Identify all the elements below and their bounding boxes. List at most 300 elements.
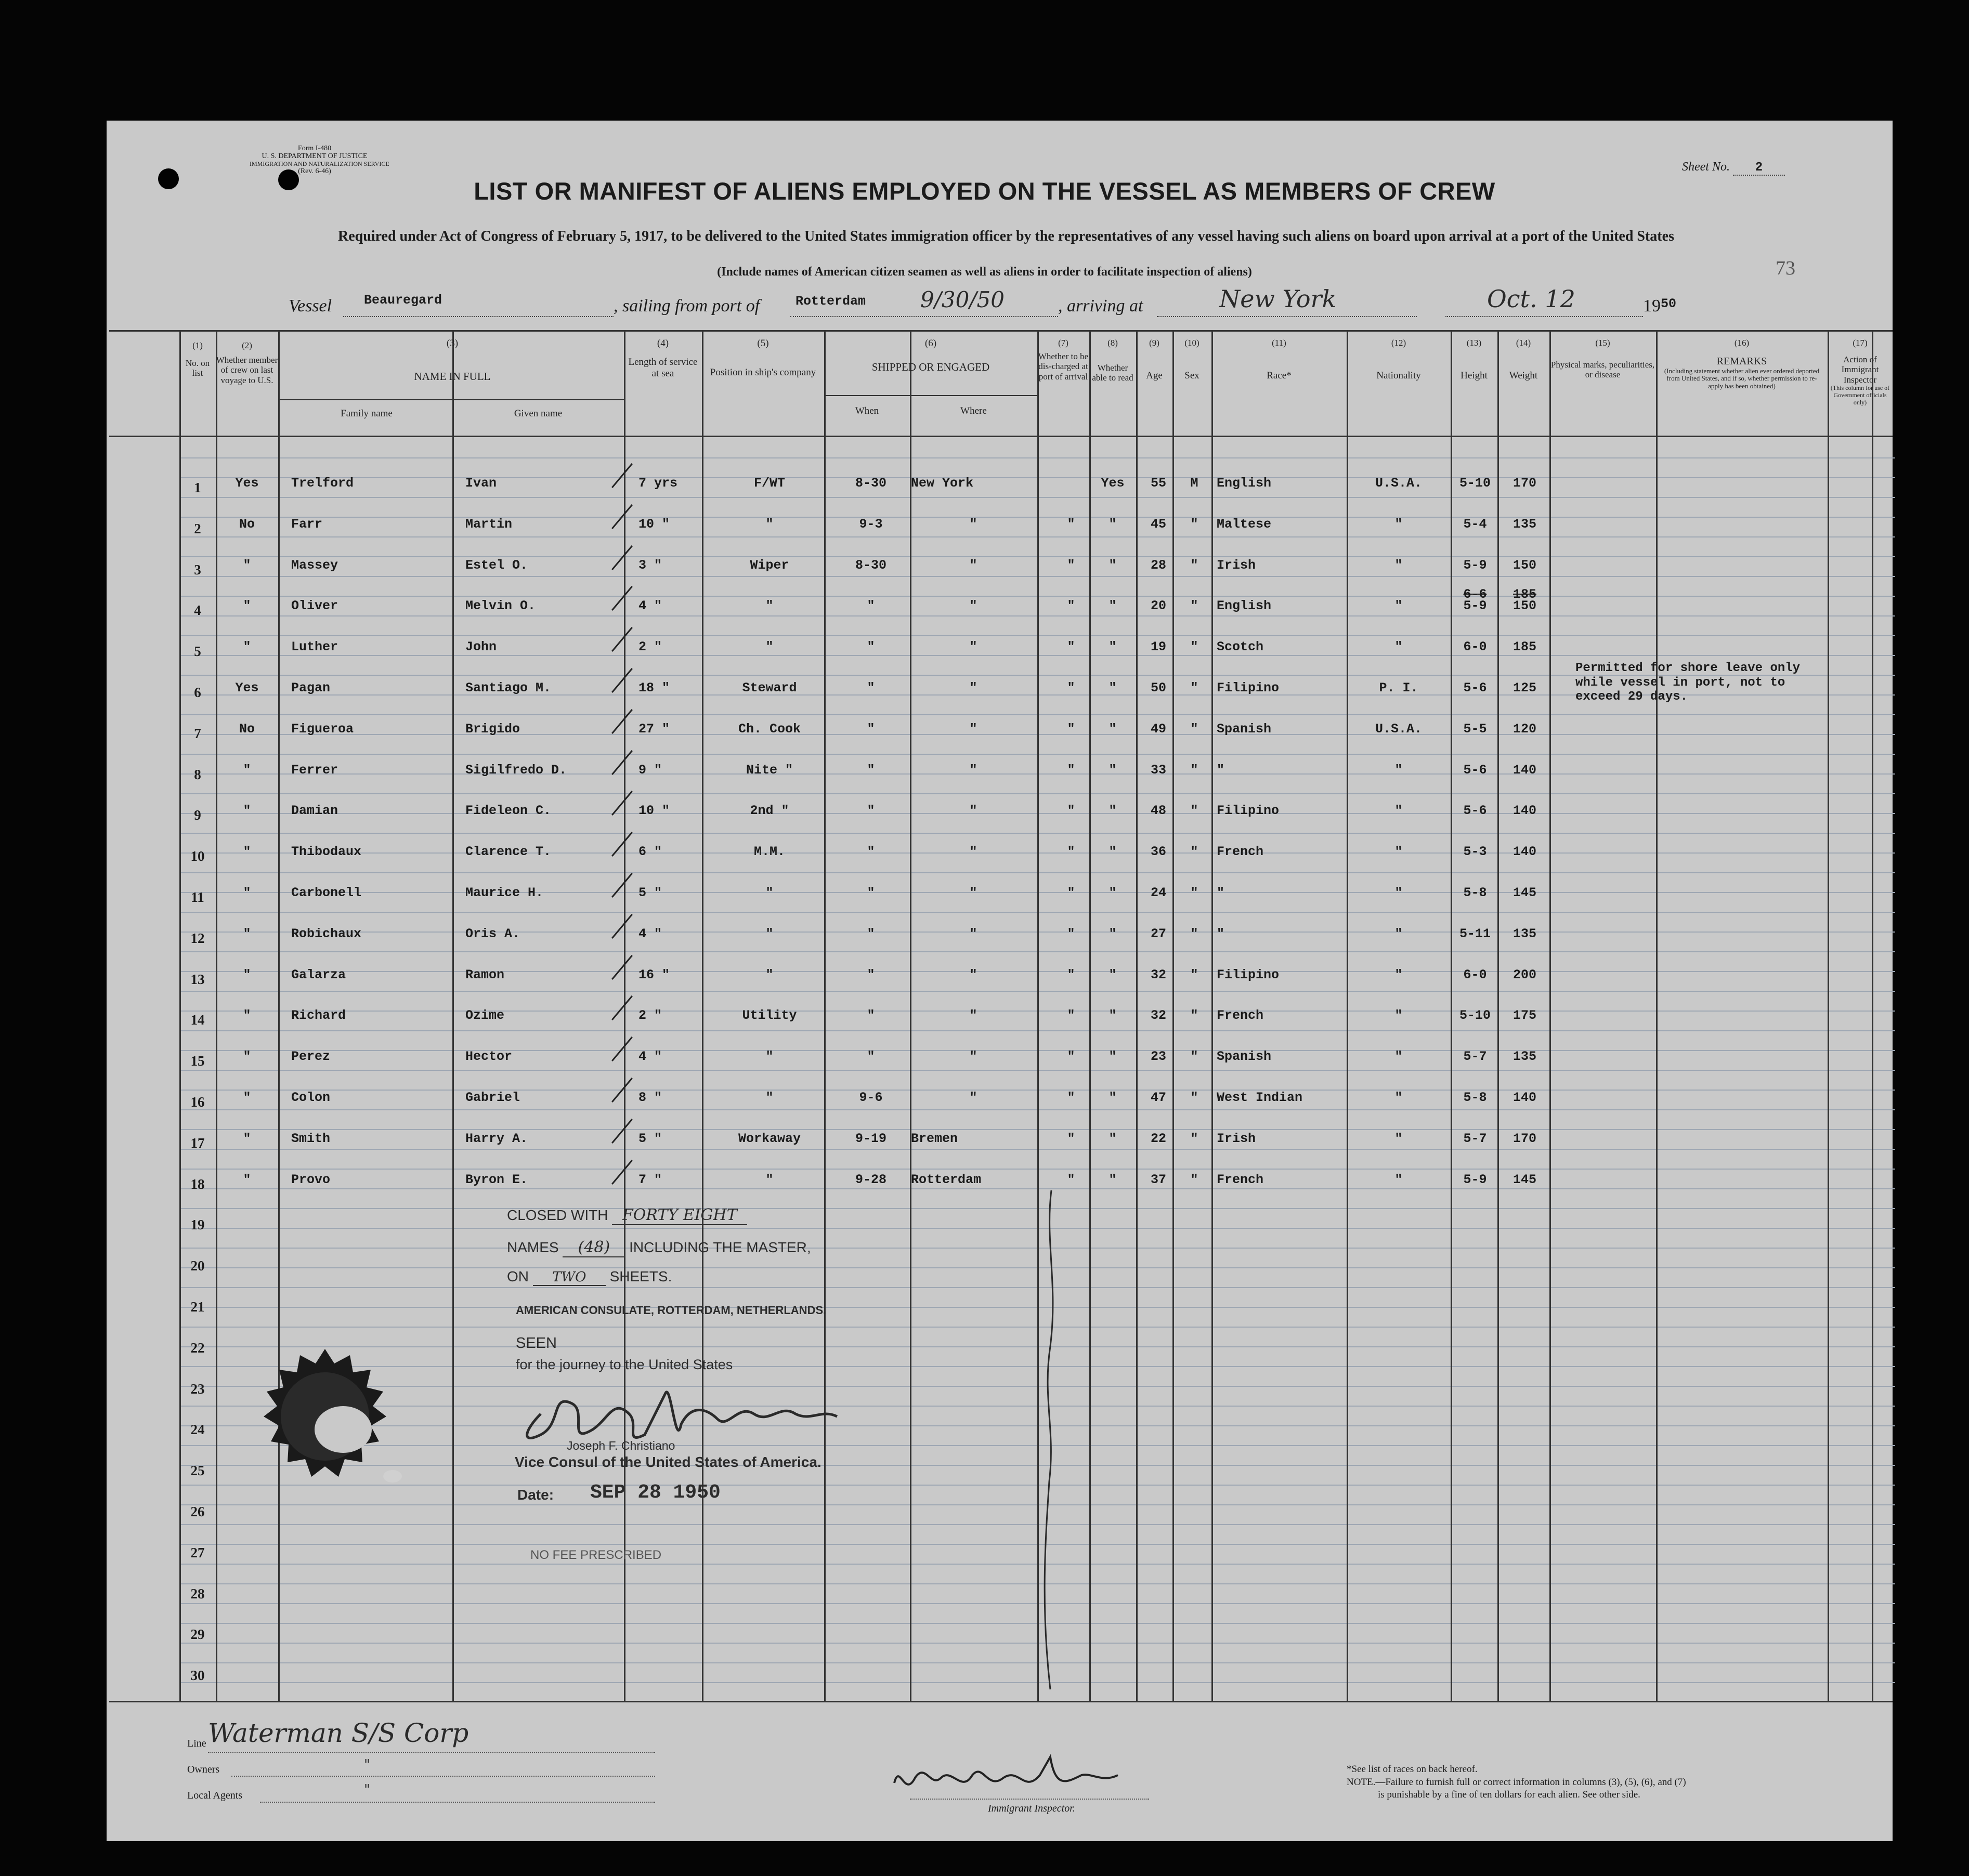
service-length: 4 " — [638, 926, 662, 941]
row-number: 22 — [190, 1340, 205, 1356]
family-name: Perez — [291, 1049, 331, 1065]
member-flag: " — [243, 967, 251, 982]
height: 5-6 — [1463, 762, 1487, 778]
shipped-where: " — [969, 762, 977, 778]
form-number: Form I-480 — [297, 145, 332, 152]
shipped-where: " — [969, 557, 977, 573]
nationality: " — [1394, 1090, 1403, 1105]
shipped-where: " — [969, 1049, 977, 1065]
read-flag: " — [1109, 1172, 1117, 1187]
nationality: U.S.A. — [1375, 476, 1422, 491]
read-flag: Yes — [1101, 476, 1125, 491]
given-name: Ramon — [465, 967, 505, 982]
height: 5-8 — [1463, 1090, 1487, 1105]
sex: " — [1190, 1131, 1198, 1146]
revision-label: (Rev. 6-46) — [298, 167, 331, 175]
discharge-flag: " — [1067, 967, 1075, 982]
age: 20 — [1150, 598, 1166, 614]
col5-header: (5) Position in ship's company — [710, 338, 816, 378]
col8-header: (8) Whether able to read — [1092, 338, 1133, 383]
race: French — [1217, 1172, 1264, 1187]
col13-header: (13) Height — [1461, 338, 1488, 381]
journey-stamp: for the journey to the United States — [516, 1357, 733, 1372]
discharge-flag: " — [1067, 1049, 1075, 1065]
embossed-seal — [221, 1344, 429, 1500]
height: 5-5 — [1463, 721, 1487, 737]
row-number: 21 — [190, 1299, 205, 1315]
sex: " — [1190, 1172, 1198, 1187]
age: 32 — [1150, 967, 1166, 982]
discharge-flag: " — [1067, 1131, 1075, 1146]
family-name: Trelford — [291, 476, 354, 491]
inspector-signature — [884, 1747, 1133, 1804]
position: " — [765, 639, 774, 655]
table-column-divider — [1347, 332, 1348, 1702]
table-column-divider — [216, 332, 217, 1702]
age: 48 — [1150, 803, 1166, 819]
discharge-flag: " — [1067, 639, 1075, 655]
weight: 175 — [1512, 1008, 1536, 1024]
family-name: Colon — [291, 1090, 331, 1105]
sailing-label: , sailing from port of — [614, 296, 760, 316]
weight-struck: 185 — [1512, 587, 1536, 602]
service-length: 10 " — [638, 803, 670, 819]
sex: " — [1190, 1008, 1198, 1024]
given-name: Fideleon C. — [465, 803, 552, 819]
sex: " — [1190, 885, 1198, 900]
nationality: " — [1394, 1131, 1403, 1146]
col3-header: (3) NAME IN FULL — [414, 338, 491, 383]
closing-stamp: CLOSED WITH FORTY EIGHT — [507, 1206, 747, 1225]
shipped-where: New York — [911, 476, 974, 491]
col10-header: (10) Sex — [1184, 338, 1199, 381]
row-number: 28 — [190, 1585, 205, 1602]
table-column-divider — [1136, 332, 1138, 1702]
read-flag: " — [1109, 844, 1117, 860]
row-number: 15 — [190, 1053, 205, 1069]
shipped-where: " — [969, 1008, 977, 1024]
service-length: 9 " — [638, 762, 662, 778]
family-name: Massey — [291, 557, 338, 573]
date-label: Date: — [517, 1487, 554, 1503]
service-length: 16 " — [638, 967, 670, 982]
shipped-where: " — [969, 926, 977, 941]
nationality: " — [1394, 967, 1403, 982]
nationality: " — [1394, 639, 1403, 655]
read-flag: " — [1109, 803, 1117, 819]
nationality: " — [1394, 557, 1403, 573]
col15-header: (15) Physical marks, peculiarities, or disease — [1550, 338, 1655, 380]
height-struck: 6-6 — [1463, 587, 1487, 602]
weight: 140 — [1512, 803, 1536, 819]
shipped-when: " — [867, 721, 875, 737]
sailing-date: 9/30/50 — [920, 287, 1005, 312]
position: Workaway — [738, 1131, 801, 1146]
inspector-label: Immigrant Inspector. — [988, 1803, 1075, 1814]
age: 50 — [1150, 680, 1166, 696]
sheet-label: Sheet No. — [1682, 160, 1730, 174]
row-number: 6 — [194, 685, 201, 700]
names-stamp: NAMES (48) INCLUDING THE MASTER, — [507, 1238, 811, 1256]
given-name: Sigilfredo D. — [465, 762, 567, 778]
row-number: 13 — [190, 971, 205, 987]
col17-header: (17) Action of Immigrant Inspector (This column for use of Government officials only) — [1830, 338, 1890, 406]
shipped-when: " — [867, 680, 875, 696]
read-flag: " — [1109, 762, 1117, 778]
given-name: Maurice H. — [465, 885, 544, 900]
discharge-flag: " — [1067, 1172, 1075, 1187]
weight: 185 — [1512, 639, 1536, 655]
shipped-when: " — [867, 762, 875, 778]
service-length: 2 " — [638, 639, 662, 655]
row-number: 5 — [194, 644, 201, 660]
position: Nite " — [746, 762, 793, 778]
race: West Indian — [1217, 1090, 1303, 1105]
service-length: 2 " — [638, 1008, 662, 1024]
page-title: LIST OR MANIFEST OF ALIENS EMPLOYED ON THE VESSEL AS MEMBERS OF CREW — [474, 177, 1495, 205]
line-value: Waterman S/S Corp — [208, 1718, 469, 1748]
position: " — [765, 926, 774, 941]
family-name: Provo — [291, 1172, 331, 1187]
member-flag: " — [243, 639, 251, 655]
sex: " — [1190, 844, 1198, 860]
age: 49 — [1150, 721, 1166, 737]
nationality: " — [1394, 762, 1403, 778]
given-name: Melvin O. — [465, 598, 536, 614]
position: Utility — [742, 1008, 797, 1024]
row-number: 8 — [194, 766, 201, 782]
discharge-flag: " — [1067, 1008, 1075, 1024]
date-value: SEP 28 1950 — [590, 1481, 721, 1504]
agents-value: " — [364, 1782, 370, 1798]
row-number: 11 — [191, 889, 204, 905]
age: 45 — [1150, 516, 1166, 532]
sex: " — [1190, 926, 1198, 941]
sex: " — [1190, 1049, 1198, 1065]
given-name: Hector — [465, 1049, 513, 1065]
shipped-when: " — [867, 926, 875, 941]
row-number: 27 — [190, 1544, 205, 1560]
seen-stamp: SEEN — [516, 1335, 557, 1352]
table-column-divider — [1828, 332, 1829, 1702]
department-label: U. S. DEPARTMENT OF JUSTICE — [262, 152, 368, 161]
agents-label: Local Agents — [187, 1790, 243, 1801]
table-column-divider — [1656, 332, 1658, 1702]
shipped-where: " — [969, 803, 977, 819]
service-length: 7 " — [638, 1172, 662, 1187]
shipped-where: " — [969, 639, 977, 655]
shipped-when: 8-30 — [855, 557, 886, 573]
row-number: 10 — [190, 848, 205, 864]
service-length: 6 " — [638, 844, 662, 860]
where-header: Where — [960, 405, 987, 416]
read-flag: " — [1109, 557, 1117, 573]
read-flag: " — [1109, 639, 1117, 655]
shipped-where: " — [969, 967, 977, 982]
weight: 125 — [1512, 680, 1536, 696]
shipped-when: 9-19 — [855, 1131, 886, 1146]
discharge-flag: " — [1067, 516, 1075, 532]
age: 36 — [1150, 844, 1166, 860]
arriving-port: New York — [1219, 285, 1337, 313]
weight: 200 — [1512, 967, 1536, 982]
member-flag: " — [243, 926, 251, 941]
discharge-flag: " — [1067, 1090, 1075, 1105]
sex: " — [1190, 557, 1198, 573]
sex: " — [1190, 967, 1198, 982]
nationality: U.S.A. — [1375, 721, 1422, 737]
row-number: 30 — [190, 1668, 205, 1684]
service-length: 4 " — [638, 598, 662, 614]
family-name: Ferrer — [291, 762, 338, 778]
sheet-number-label — [1682, 160, 1785, 176]
remarks-row-6: Permitted for shore leave only while vessel in port, not to exceed 29 days. — [1575, 661, 1801, 704]
arrival-year: $19^{50}$ — [1643, 296, 1677, 316]
col2-header: (2) Whether member of crew on last voyage to U.S. — [216, 340, 278, 385]
row-number: 26 — [190, 1504, 205, 1519]
age: 33 — [1150, 762, 1166, 778]
family-name: Thibodaux — [291, 844, 362, 860]
shipped-where: Bremen — [911, 1131, 958, 1146]
height: 5-6 — [1463, 803, 1487, 819]
shipped-when: 9-6 — [859, 1090, 883, 1105]
position: " — [765, 967, 774, 982]
age: 19 — [1150, 639, 1166, 655]
family-name: Robichaux — [291, 926, 362, 941]
row-number: 29 — [190, 1626, 205, 1643]
given-name: Martin — [465, 516, 513, 532]
owners-value: " — [364, 1757, 370, 1773]
family-name-header: Family name — [341, 408, 393, 419]
shipped-when: " — [867, 967, 875, 982]
height: 5-9 — [1463, 598, 1487, 614]
form-department-block — [250, 145, 389, 175]
race: Irish — [1217, 1131, 1256, 1146]
member-flag: " — [243, 762, 251, 778]
given-name-header: Given name — [514, 408, 563, 419]
row-number: 9 — [194, 807, 201, 823]
vice-consul-title: Vice Consul of the United States of America. — [515, 1454, 821, 1470]
position: M.M. — [753, 844, 785, 860]
footer-notes — [1347, 1763, 1686, 1802]
age: 22 — [1150, 1131, 1166, 1146]
read-flag: " — [1109, 1049, 1117, 1065]
read-flag: " — [1109, 721, 1117, 737]
table-column-divider — [1089, 332, 1091, 1702]
penalty-note-cont: is punishable by a fine of ten dollars for each alien. See other side. — [1378, 1789, 1640, 1801]
weight: 135 — [1512, 1049, 1536, 1065]
service-length: 8 " — [638, 1090, 662, 1105]
read-flag: " — [1109, 967, 1117, 982]
family-name: Damian — [291, 803, 338, 819]
table-column-divider — [452, 332, 454, 1702]
given-name: Gabriel — [465, 1090, 520, 1105]
consulate-stamp: AMERICAN CONSULATE, ROTTERDAM, NETHERLANDS. — [516, 1304, 827, 1317]
vessel-label: Vessel — [289, 296, 332, 316]
shipped-where: " — [969, 844, 977, 860]
read-flag: " — [1109, 516, 1117, 532]
race: Irish — [1217, 557, 1256, 573]
given-name: Ivan — [465, 476, 497, 491]
sex: " — [1190, 598, 1198, 614]
col12-header: (12) Nationality — [1376, 338, 1421, 381]
given-name: Brigido — [465, 721, 520, 737]
read-flag: " — [1109, 680, 1117, 696]
family-name: Luther — [291, 639, 338, 655]
weight: 135 — [1512, 926, 1536, 941]
member-flag: Yes — [235, 680, 259, 696]
row-number: 2 — [194, 520, 201, 536]
col11-header: (11) Race* — [1267, 338, 1292, 381]
sex: " — [1190, 762, 1198, 778]
family-name: Pagan — [291, 680, 331, 696]
arrival-date: Oct. 12 — [1487, 285, 1575, 313]
nationality: " — [1394, 598, 1403, 614]
row-number: 1 — [194, 480, 201, 495]
family-name: Farr — [291, 516, 323, 532]
position: " — [765, 1172, 774, 1187]
height: 5-9 — [1463, 557, 1487, 573]
nationality: " — [1394, 803, 1403, 819]
age: 28 — [1150, 557, 1166, 573]
read-flag: " — [1109, 1090, 1117, 1105]
col14-header: (14) Weight — [1509, 338, 1538, 381]
member-flag: No — [239, 516, 255, 532]
race: Spanish — [1217, 721, 1272, 737]
position: " — [765, 1090, 774, 1105]
discharge-flag: " — [1067, 762, 1075, 778]
position: " — [765, 885, 774, 900]
table-column-divider — [1549, 332, 1551, 1702]
read-flag: " — [1109, 598, 1117, 614]
nationality: " — [1394, 1008, 1403, 1024]
discharge-flag: " — [1067, 557, 1075, 573]
member-flag: " — [243, 1131, 251, 1146]
nationality: " — [1394, 1049, 1403, 1065]
height: 5-7 — [1463, 1131, 1487, 1146]
weight: 145 — [1512, 885, 1536, 900]
read-flag: " — [1109, 885, 1117, 900]
col9-header: (9) Age — [1146, 338, 1163, 381]
shipped-where: Rotterdam — [911, 1172, 982, 1187]
sex: " — [1190, 1090, 1198, 1105]
row-number: 16 — [190, 1094, 205, 1110]
shipped-when: " — [867, 844, 875, 860]
shipped-when: 8-30 — [855, 476, 886, 491]
row-number: 12 — [190, 930, 205, 946]
col1-header: (1) No. on list — [185, 340, 210, 378]
row-number: 23 — [190, 1381, 205, 1397]
service-length: 7 yrs — [638, 476, 678, 491]
member-flag: " — [243, 598, 251, 614]
owners-label: Owners — [187, 1764, 220, 1775]
shipped-when: 9-3 — [859, 516, 883, 532]
age: 27 — [1150, 926, 1166, 941]
weight: 150 — [1512, 598, 1536, 614]
shipped-when: " — [867, 639, 875, 655]
given-name: Santiago M. — [465, 680, 552, 696]
height: 5-7 — [1463, 1049, 1487, 1065]
col4-header: (4) Length of service at sea — [628, 338, 698, 379]
weight: 170 — [1512, 476, 1536, 491]
row-number: 4 — [194, 602, 201, 619]
height: 5-4 — [1463, 516, 1487, 532]
family-name: Smith — [291, 1131, 331, 1146]
table-column-divider — [824, 332, 826, 1702]
member-flag: No — [239, 721, 255, 737]
shipped-where: " — [969, 1090, 977, 1105]
row-number: 3 — [194, 561, 201, 578]
position: Wiper — [750, 557, 789, 573]
read-flag: " — [1109, 926, 1117, 941]
race: Maltese — [1217, 516, 1272, 532]
weight: 170 — [1512, 1131, 1536, 1146]
sheets-stamp: ON TWO SHEETS. — [507, 1268, 672, 1285]
height: 5-11 — [1459, 926, 1491, 941]
member-flag: " — [243, 1008, 251, 1024]
position: " — [765, 598, 774, 614]
read-flag: " — [1109, 1008, 1117, 1024]
race: Filipino — [1217, 967, 1280, 982]
shipped-when: " — [867, 885, 875, 900]
height: 6-0 — [1463, 967, 1487, 982]
corner-number: 73 — [1776, 257, 1795, 279]
height: 5-10 — [1459, 476, 1491, 491]
sex: " — [1190, 721, 1198, 737]
col7-header: (7) Whether to be dis-charged at port of arrival — [1038, 338, 1089, 382]
nationality: " — [1394, 844, 1403, 860]
given-name: Ozime — [465, 1008, 505, 1024]
age: 24 — [1150, 885, 1166, 900]
table-column-divider — [179, 332, 181, 1702]
member-flag: " — [243, 803, 251, 819]
service-length: 18 " — [638, 680, 670, 696]
sex: " — [1190, 639, 1198, 655]
member-flag: Yes — [235, 476, 259, 491]
position: F/WT — [753, 476, 785, 491]
weight: 145 — [1512, 1172, 1536, 1187]
service-length: 4 " — [638, 1049, 662, 1065]
row-number: 24 — [190, 1422, 205, 1438]
weight: 120 — [1512, 721, 1536, 737]
service-label: IMMIGRATION AND NATURALIZATION SERVICE — [250, 160, 389, 167]
row-number: 20 — [190, 1258, 205, 1274]
given-name: John — [465, 639, 497, 655]
discharge-flag: " — [1067, 844, 1075, 860]
discharge-flag: " — [1067, 885, 1075, 900]
height: 5-10 — [1459, 1008, 1491, 1024]
member-flag: " — [243, 1172, 251, 1187]
table-column-divider — [1872, 332, 1873, 1702]
position: Steward — [742, 680, 797, 696]
col16-header: (16) REMARKS (Including statement whether alien ever ordered deported from United States, and if so, whether permission to re-apply has been obtained) — [1664, 338, 1820, 390]
shipped-when: 9-28 — [855, 1172, 886, 1187]
races-note: *See list of races on back hereof. — [1347, 1764, 1478, 1775]
nationality: " — [1394, 516, 1403, 532]
row-number: 19 — [190, 1217, 205, 1233]
weight: 140 — [1512, 762, 1536, 778]
family-name: Carbonell — [291, 885, 362, 900]
shipped-where: " — [969, 680, 977, 696]
service-length: 10 " — [638, 516, 670, 532]
shipped-where: " — [969, 598, 977, 614]
table-column-divider — [1211, 332, 1213, 1702]
race: Filipino — [1217, 803, 1280, 819]
pen-stroke — [1014, 1180, 1076, 1726]
penalty-note: NOTE.—Failure to furnish full or correct information in columns (3), (5), (6), and (7) — [1347, 1776, 1686, 1788]
family-name: Figueroa — [291, 721, 354, 737]
discharge-flag: " — [1067, 721, 1075, 737]
